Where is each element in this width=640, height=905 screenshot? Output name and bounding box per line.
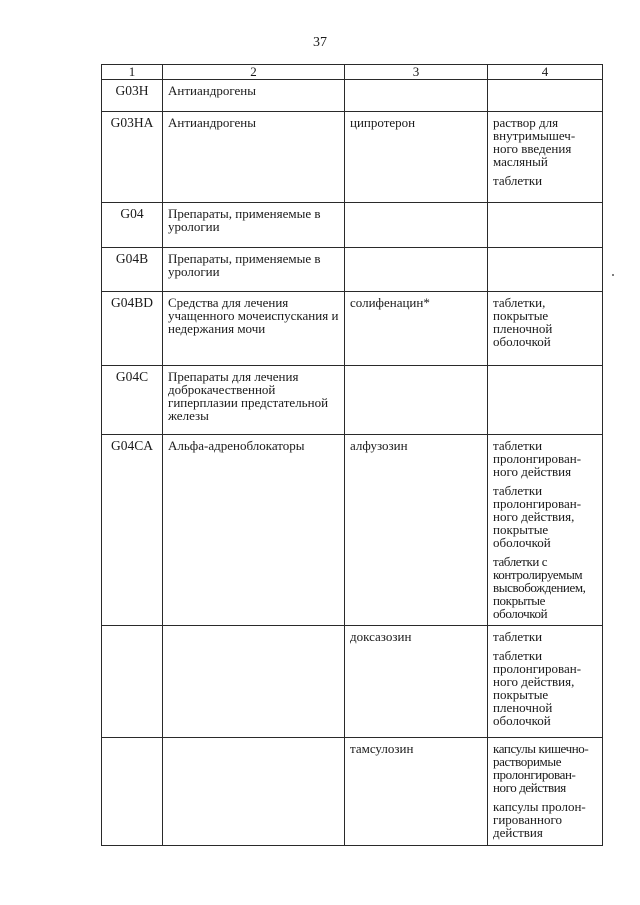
- drug-name: солифенацин*: [345, 292, 488, 366]
- table-row: [102, 738, 603, 846]
- group-name: Препараты для лечения доброкачественной гиперплазии предстательной железы: [163, 366, 345, 435]
- atc-code: [102, 626, 163, 738]
- dosage-forms: [488, 80, 603, 112]
- table-row: [102, 112, 603, 203]
- dosage-forms: [488, 292, 603, 366]
- atc-code: G04CA: [102, 435, 163, 626]
- drug-name: [345, 366, 488, 435]
- column-header-4: 4: [488, 65, 603, 80]
- dosage-forms: [488, 738, 603, 846]
- atc-code: G04BD: [102, 292, 163, 366]
- group-name: Антиандрогены: [163, 80, 345, 112]
- drug-name: тамсулозин: [345, 738, 488, 846]
- dosage-forms: [488, 112, 603, 203]
- table-row: [102, 292, 603, 366]
- table-row: [102, 626, 603, 738]
- table-row: [102, 80, 603, 112]
- group-name: Препараты, применяемые в урологии: [163, 203, 345, 248]
- table-row: [102, 248, 603, 292]
- group-name: Альфа-адреноблокаторы: [163, 435, 345, 626]
- group-name: Средства для лечения учащенного мочеиспускания и недержания мочи: [163, 292, 345, 366]
- scan-speck: [612, 274, 614, 276]
- drug-name: доксазозин: [345, 626, 488, 738]
- column-header-1: 1: [102, 65, 163, 80]
- dosage-form: таблетки, покрытые пленочной оболочкой: [493, 295, 553, 349]
- table-row: [102, 366, 603, 435]
- group-name: Препараты, применяемые в урологии: [163, 248, 345, 292]
- atc-code: G04: [102, 203, 163, 248]
- drug-name: [345, 203, 488, 248]
- table-row: [102, 203, 603, 248]
- dosage-forms: [488, 626, 603, 738]
- group-name: [163, 626, 345, 738]
- drug-name: [345, 80, 488, 112]
- column-header-3: 3: [345, 65, 488, 80]
- dosage-forms: [488, 248, 603, 292]
- dosage-form: таблетки пролонгирован-ного действия, покрытые пленочной оболочкой: [493, 648, 582, 728]
- group-name: Антиандрогены: [163, 112, 345, 203]
- page-number: 37: [313, 35, 327, 50]
- atc-code: G03H: [102, 80, 163, 112]
- table-row: [102, 435, 603, 626]
- dosage-forms: [488, 435, 603, 626]
- dosage-form: капсулы пролон-гированного действия: [493, 799, 586, 840]
- header-row: [102, 65, 603, 80]
- dosage-form: таблетки с контролируемым высвобождением, покрытые оболочкой: [493, 554, 586, 621]
- drug-table: [101, 64, 603, 846]
- dosage-form: таблетки пролонгирован-ного действия, покрытые оболочкой: [493, 483, 582, 550]
- dosage-form: таблетки: [493, 173, 543, 188]
- column-header-2: 2: [163, 65, 345, 80]
- dosage-form: таблетки пролонгирован-ного действия: [493, 438, 582, 479]
- dosage-form: капсулы кишечно-растворимые пролонгирован-ного действия: [493, 741, 589, 795]
- atc-code: G03HA: [102, 112, 163, 203]
- dosage-form: раствор для внутримышеч-ного введения масляный: [493, 115, 576, 169]
- dosage-form: таблетки: [493, 629, 543, 644]
- group-name: [163, 738, 345, 846]
- drug-name: [345, 248, 488, 292]
- atc-code: G04C: [102, 366, 163, 435]
- drug-name: ципротерон: [345, 112, 488, 203]
- dosage-forms: [488, 366, 603, 435]
- drug-name: алфузозин: [345, 435, 488, 626]
- atc-code: [102, 738, 163, 846]
- atc-code: G04B: [102, 248, 163, 292]
- dosage-forms: [488, 203, 603, 248]
